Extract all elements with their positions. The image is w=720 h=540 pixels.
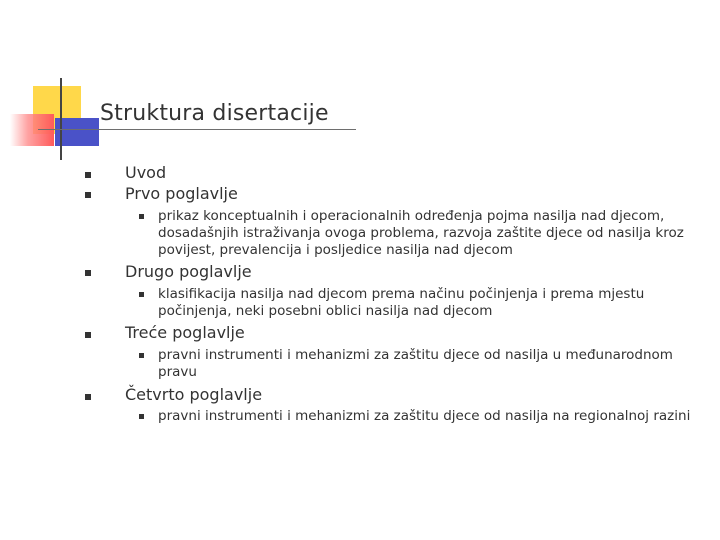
list-item: Uvod (125, 163, 167, 182)
sub-list-item: prikaz konceptualnih i operacionalnih određenja pojma nasilja nad djecom, dosadašnjih istraživanja ovoga problema, razvoja zaštite djece od nasilja kroz povijest, prevalencija i posljedice nasilja nad djecom (158, 208, 684, 258)
decor-red-gradient-block (10, 114, 54, 146)
title-underline (38, 129, 356, 130)
list-item: Drugo poglavlje (125, 262, 252, 281)
decor-vertical-line (60, 78, 62, 160)
slide-title: Struktura disertacije (100, 101, 329, 126)
sub-bullet-icon (139, 414, 144, 419)
bullet-icon (85, 172, 91, 178)
sub-list-item: klasifikacija nasilja nad djecom prema načinu počinjenja i prema mjestu počinjenja, neki posebni oblici nasilja nad djecom (158, 286, 645, 319)
sub-bullet-icon (139, 292, 144, 297)
bullet-icon (85, 394, 91, 400)
bullet-icon (85, 270, 91, 276)
bullet-icon (85, 192, 91, 198)
bullet-icon (85, 332, 91, 338)
list-item: Treće poglavlje (125, 323, 245, 342)
sub-bullet-icon (139, 353, 144, 358)
sub-list-item: pravni instrumenti i mehanizmi za zaštitu djece od nasilja u međunarodnom pravu (158, 347, 673, 380)
sub-bullet-icon (139, 214, 144, 219)
list-item: Četvrto poglavlje (125, 385, 263, 404)
sub-list-item: pravni instrumenti i mehanizmi za zaštitu djece od nasilja na regionalnoj razini (158, 408, 691, 424)
list-item: Prvo poglavlje (125, 184, 238, 203)
